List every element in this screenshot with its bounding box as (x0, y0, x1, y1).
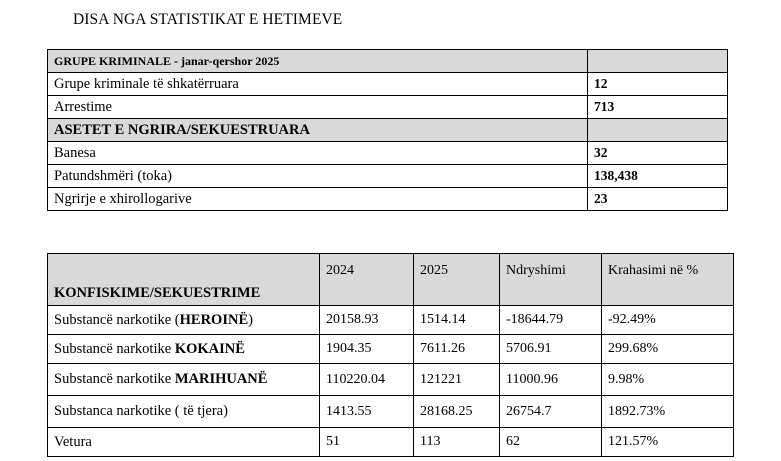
table-row (48, 396, 734, 428)
cell-2024: 1904.35 (320, 335, 414, 364)
row-value: 23 (588, 188, 728, 211)
cell-change: -18644.79 (500, 306, 602, 335)
row-value: 138,438 (588, 165, 728, 188)
table-row (48, 335, 734, 364)
section-header: GRUPE KRIMINALE - janar-qershor 2025 (48, 50, 588, 73)
cell-2025: 121221 (414, 364, 500, 396)
table-row (48, 188, 728, 211)
row-label: Ngrirje e xhirollogarive (48, 188, 588, 211)
label-prefix: Substancë narkotike ( (54, 311, 180, 328)
table-row (48, 96, 728, 119)
section-header-row (48, 119, 728, 142)
column-header: Krahasimi në % (602, 254, 734, 306)
table-row (48, 73, 728, 96)
table-row (48, 306, 734, 335)
row-label: Banesa (48, 142, 588, 165)
column-header: 2025 (414, 254, 500, 306)
page-title: DISA NGA STATISTIKAT E HETIMEVE (73, 11, 343, 28)
table-row (48, 428, 734, 457)
cell-change: 11000.96 (500, 364, 602, 396)
column-header: Ndryshimi (500, 254, 602, 306)
row-label (48, 364, 320, 396)
label-prefix: Substancë narkotike (54, 371, 175, 387)
cell-percent: 121.57% (602, 428, 734, 457)
seizures-table (47, 253, 734, 457)
label-bold: KOKAINË (174, 340, 245, 357)
section-header-empty (588, 119, 728, 142)
row-label (48, 306, 320, 335)
column-header: 2024 (320, 254, 414, 306)
label-prefix: Substanca narkotike ( të tjera) (54, 403, 228, 419)
header-row (48, 254, 734, 306)
cell-2025: 113 (414, 428, 500, 457)
cell-change: 62 (500, 428, 602, 457)
row-label: Patundshmëri (toka) (48, 165, 588, 188)
table-row (48, 142, 728, 165)
row-label (48, 396, 320, 428)
label-suffix: ) (248, 311, 253, 328)
cell-2025: 28168.25 (414, 396, 500, 428)
row-label (48, 428, 320, 457)
label-bold: MARIHUANË (174, 371, 268, 387)
cell-change: 26754.7 (500, 396, 602, 428)
cell-percent: 9.98% (602, 364, 734, 396)
cell-2025: 1514.14 (414, 306, 500, 335)
table-row (48, 165, 728, 188)
cell-percent: -92.49% (602, 306, 734, 335)
row-value: 32 (588, 142, 728, 165)
criminal-groups-table (47, 49, 728, 211)
section-header-row (48, 50, 728, 73)
cell-2025: 7611.26 (414, 335, 500, 364)
cell-2024: 51 (320, 428, 414, 457)
row-value: 12 (588, 73, 728, 96)
cell-2024: 20158.93 (320, 306, 414, 335)
label-prefix: Vetura (54, 433, 92, 450)
cell-percent: 1892.73% (602, 396, 734, 428)
label-bold: HEROINË (179, 311, 249, 328)
row-label: Grupe kriminale të shkatërruara (48, 73, 588, 96)
cell-percent: 299.68% (602, 335, 734, 364)
column-header: KONFISKIME/SEKUESTRIME (48, 254, 320, 306)
row-label (48, 335, 320, 364)
label-prefix: Substancë narkotike (54, 340, 175, 357)
table-row (48, 364, 734, 396)
section-header: ASETET E NGRIRA/SEKUESTRUARA (48, 119, 588, 142)
cell-change: 5706.91 (500, 335, 602, 364)
cell-2024: 1413.55 (320, 396, 414, 428)
row-label: Arrestime (48, 96, 588, 119)
cell-2024: 110220.04 (320, 364, 414, 396)
row-value: 713 (588, 96, 728, 119)
section-header-empty (588, 50, 728, 73)
